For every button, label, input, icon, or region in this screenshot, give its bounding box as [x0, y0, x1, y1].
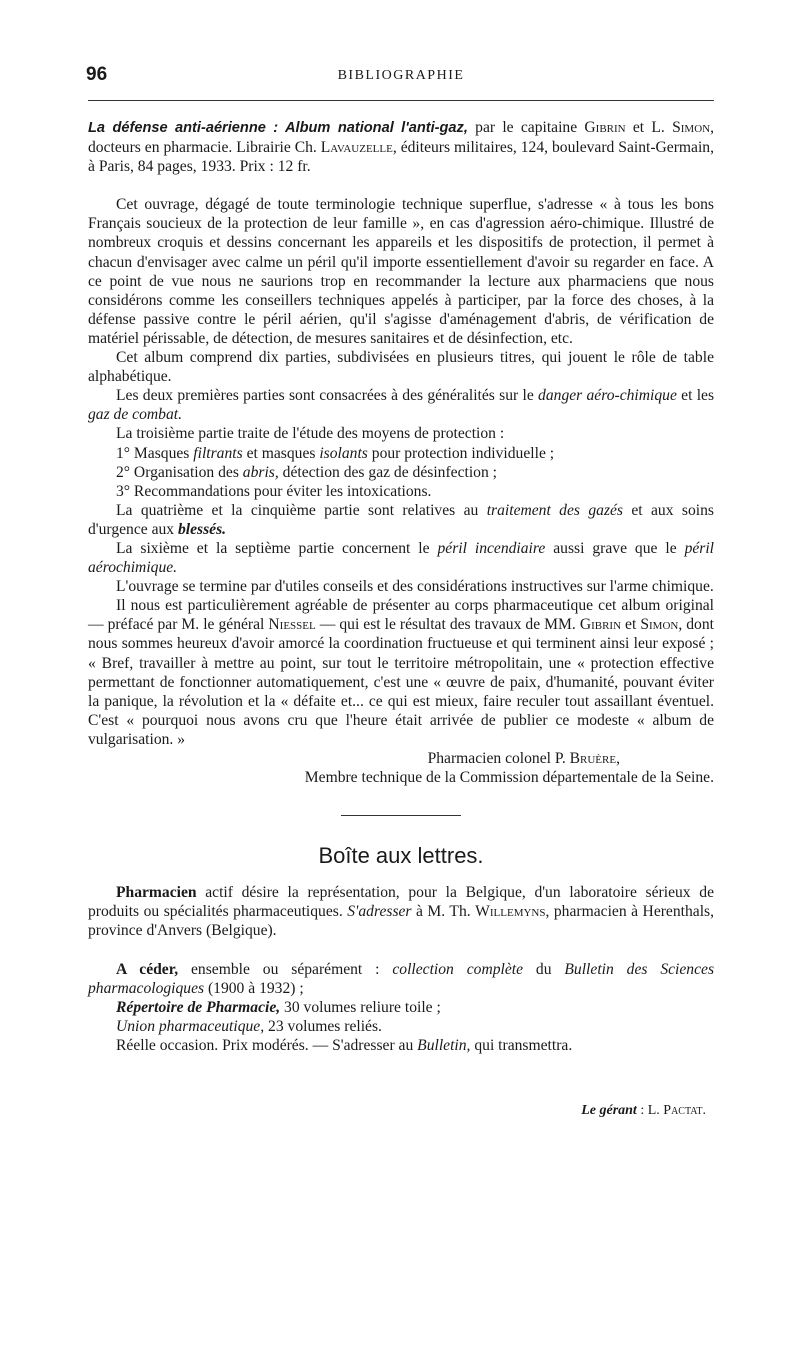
- header-rule: [88, 100, 714, 101]
- review-paragraph-5: La quatrième et la cinquième partie sont relatives au traitement des gazés et aux soins d'urgence aux blessés.: [88, 501, 714, 538]
- list-item-1: 1° Masques filtrants et masques isolants pour protection individuelle ;: [116, 444, 555, 462]
- author-gibrin: Gibrin: [584, 119, 626, 136]
- list-item-2: 2° Organisation des abris, détection des gaz de désinfection ;: [116, 463, 497, 481]
- signature-name: Pharmacien colonel P. Bruère,: [427, 750, 620, 767]
- book-reference: La défense anti-aérienne : Album national l'anti-gaz, par le capitaine Gibrin et L. Simon, docteurs en pharmacie. Librairie Ch. Lavauzelle, éditeurs militaires, 124, boulevard Saint-Germain, à Paris, 84 pages, 1933. Prix : 12 fr.: [88, 119, 714, 176]
- review-paragraph-1: Cet ouvrage, dégagé de toute terminologie technique superflue, s'adresse « à tous les bons Français soucieux de la protection de leur famille », en cas d'agression aéro-chimique. Illustré de nombreux croquis et dessins concernant les appareils et les dispositifs de protection, il permet à chacun d'envisager avec calme un péril qu'il importe essentiellement d'avoir su regarder en face. A ce point de vue nous ne saurions trop en recommander la lecture aux pharmaciens que nous considérons comme les conseillers techniques appelés à participer, par la force des choses, à la défense passive contre le péril aérien, qu'il s'agisse d'aménagement d'abris, de vérification de matériel périssable, de détection, de mesures sanitaires et de désinfection, etc.: [88, 196, 714, 347]
- section-separator: [341, 815, 461, 816]
- classified-ad-1: Pharmacien actif désire la représentation, pour la Belgique, d'un laboratoire sérieux de produits ou spécialités pharmaceutiques. S'adresser à M. Th. Willemyns, pharmacien à Herenthals, province d'Anvers (Belgique).: [88, 884, 714, 940]
- mailbox-title: Boîte aux lettres.: [318, 843, 484, 869]
- classified-ad-2: A céder, ensemble ou séparément : collection complète du Bulletin des Sciences pharmacologiques (1900 à 1932) ;: [88, 960, 715, 997]
- review-paragraph-6: La sixième et la septième partie concernent le péril incendiaire aussi grave que le péril aérochimique.: [88, 539, 715, 577]
- review-paragraph-3: Les deux premières parties sont consacrées à des généralités sur le danger aéro-chimique et les gaz de combat.: [88, 387, 715, 424]
- signature-title: Membre technique de la Commission départementale de la Seine.: [304, 769, 714, 787]
- review-paragraph-8: Il nous est particulièrement agréable de présenter au corps pharmaceutique cet album original — préfacé par M. le général Niessel — qui est le résultat des travaux de MM. Gibrin et Simon, dont nous sommes heureux d'avoir amorcé la coordination fructueuse et qui terminent ainsi leur exposé ; « Bref, travailler à mettre au point, sur tout le territoire métropolitain, une « protection effective permettant de fonctionner automatiquement, c'est une « œuvre de paix, d'humanité, pouvant éviter la panique, la révolution et la « défaite et... ce qui est mieux, faire reculer tout assaillant éventuel. C'est « pourquoi nous avons cru que l'heure était arrivée de publier ce modeste « album de vulgarisation. »: [88, 597, 714, 748]
- page-header: [88, 0, 714, 100]
- page: [86, 0, 715, 1119]
- review-paragraph-2: Cet album comprend dix parties, subdivisées en plusieurs titres, qui jouent le rôle de table alphabétique.: [88, 349, 714, 386]
- list-item-3: 3° Recommandations pour éviter les intoxications.: [116, 482, 432, 500]
- review-paragraph-4: La troisième partie traite de l'étude des moyens de protection :: [116, 425, 505, 443]
- book-title: La défense anti-aérienne : Album national l'anti-gaz,: [88, 120, 468, 136]
- page-content: [88, 118, 714, 1120]
- page-number: 96: [86, 64, 108, 85]
- running-title: BIBLIOGRAPHIE: [337, 68, 465, 83]
- footer-manager: Le gérant : L. Pactat.: [581, 1103, 706, 1119]
- classified-ad-2-line-2: Répertoire de Pharmacie, 30 volumes reliure toile ;: [116, 998, 441, 1016]
- classified-ad-2-line-3: Union pharmaceutique, 23 volumes reliés.: [116, 1017, 382, 1035]
- publisher: Lavauzelle: [320, 139, 393, 157]
- review-paragraph-7: L'ouvrage se termine par d'utiles conseils et des considérations instructives sur l'arme chimique.: [116, 578, 714, 596]
- author-simon: Simon: [672, 119, 711, 136]
- classified-ad-2-line-4: Réelle occasion. Prix modérés. — S'adresser au Bulletin, qui transmettra.: [116, 1036, 573, 1054]
